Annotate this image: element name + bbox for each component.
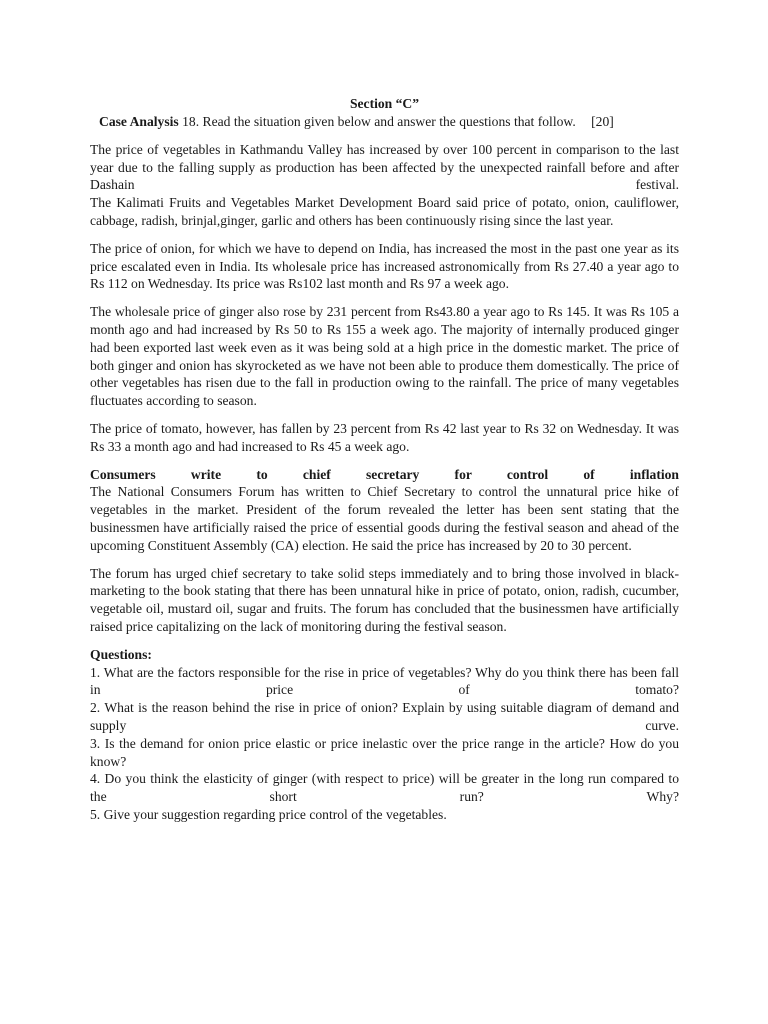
paragraph-forum-urges: The forum has urged chief secretary to take solid steps immediately and to bring those involved in black-marketing to the book stating that there has been unnatural hike in price of potato, onion, radish, cucumber, vegetable oil, mustard oil, sugar and fruits. The forum has concluded that the businessmen have artificially raised price capitalizing on the lack of monitoring during the festival season. <box>90 565 679 634</box>
question-1: 1. What are the factors responsible for the rise in price of vegetables? Why do you think there has been fall in price of tomato? <box>90 664 679 698</box>
questions-heading: Questions: <box>90 646 152 662</box>
consumers-forum-text: The National Consumers Forum has written to Chief Secretary to control the unnatural price hike of vegetables in the market. President of the forum revealed the letter has been sent stating that the businessmen have artificially raised the price of essential goods during the festival season and ahead of the upcoming Constituent Assembly (CA) election. He said the price has increased by 20 to 30 percent. <box>90 484 679 553</box>
section-title: Section “C” <box>349 96 420 111</box>
paragraph-onion-price: The price of onion, for which we have to depend on India, has increased the most in the past one year as its price escalated even in India. Its wholesale price has increased astronomically from Rs 27.40 a year ago to Rs 112 on Wednesday. Its price was Rs102 last month and Rs 97 a week ago. <box>90 240 679 292</box>
questions-section <box>90 646 679 824</box>
case-analysis-label: Case Analysis <box>99 114 179 129</box>
case-analysis-line <box>99 113 679 131</box>
question-5: 5. Give your suggestion regarding price control of the vegetables. <box>90 806 447 822</box>
paragraph-vegetable-prices-a: The price of vegetables in Kathmandu Valley has increased by over 100 percent in comparison to the last year due to the falling supply as production has been affected by the unexpected rainfall before and after Dashain festival. <box>90 141 679 193</box>
paragraph-vegetable-prices-b: The Kalimati Fruits and Vegetables Market Development Board said price of potato, onion, cauliflower, cabbage, radish, brinjal,ginger, garlic and others has been continuously rising since the last year. <box>90 195 679 228</box>
paragraph-ginger-price: The wholesale price of ginger also rose by 231 percent from Rs43.80 a year ago to Rs 145. It was Rs 105 a month ago and had increased by Rs 50 to Rs 155 a week ago. The majority of internally produced ginger had been exported last week even as it was being sold at a high price in the domestic market. The price of both ginger and onion has skyrocketed as we have not been able to produce them domestically. The price of other vegetables has risen due to the fall in production owing to the rainfall. The price of many vegetables fluctuates according to season. <box>90 304 679 409</box>
paragraph-vegetable-prices <box>90 141 679 230</box>
question-2: 2. What is the reason behind the rise in price of onion? Explain by using suitable diagram of demand and supply curve. <box>90 700 679 733</box>
question-4: 4. Do you think the elasticity of ginger (with respect to price) will be greater in the long run compared to the short run? Why? <box>90 771 679 805</box>
marks-label: [20] <box>591 114 614 129</box>
case-analysis-instruction: 18. Read the situation given below and answer the questions that follow. <box>182 114 576 129</box>
paragraph-consumers-forum <box>90 466 679 555</box>
consumers-forum-heading: Consumers write to chief secretary for control of inflation <box>90 466 679 482</box>
paragraph-tomato-price: The price of tomato, however, has fallen by 23 percent from Rs 42 last year to Rs 32 on Wednesday. It was Rs 33 a month ago and had increased to Rs 45 a week ago. <box>90 420 679 454</box>
question-3: 3. Is the demand for onion price elastic or price inelastic over the price range in the article? How do you know? <box>90 735 679 769</box>
